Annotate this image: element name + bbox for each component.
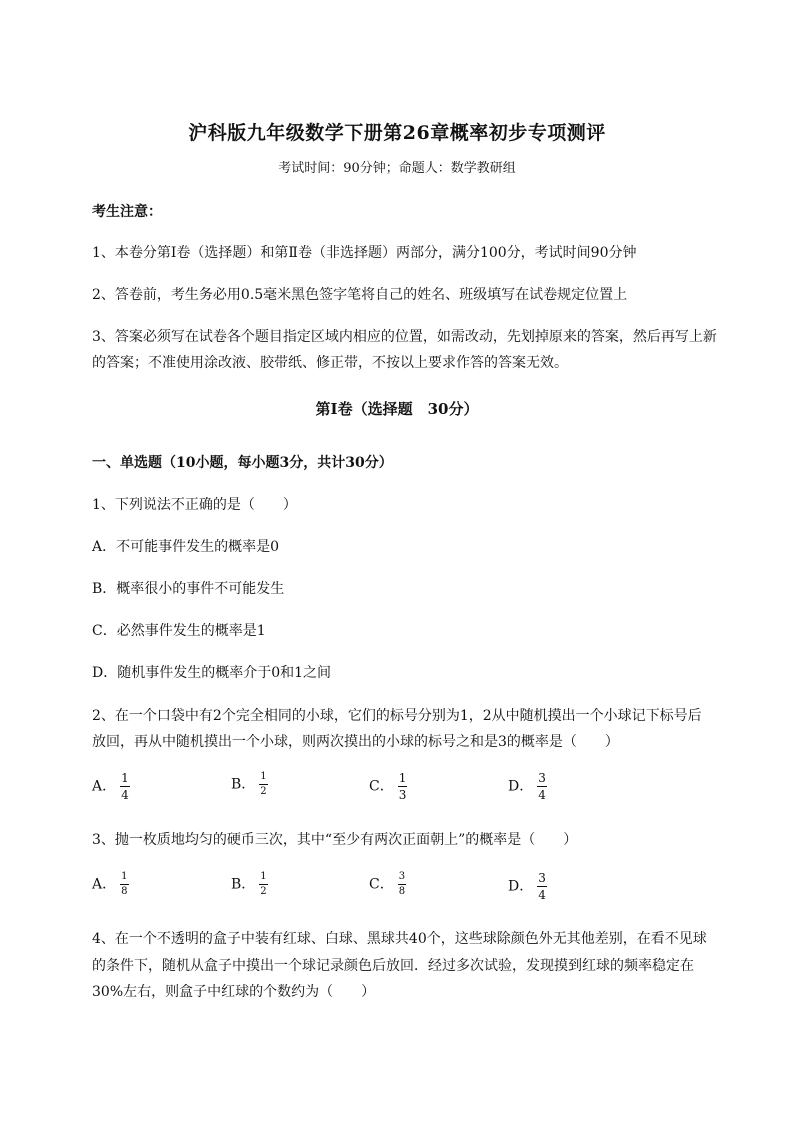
fraction-denominator: 2: [260, 886, 267, 897]
q2-option-c-label: C．: [369, 778, 394, 795]
fraction-denominator: 8: [121, 886, 128, 897]
section-title: 第I卷（选择题 30分）: [315, 400, 479, 418]
fraction-numerator: 3: [398, 871, 406, 882]
q4-stem-line1: 4、在一个不透明的盒子中装有红球、白球、黑球共40个，这些球除颜色外无其他差别，在看不见球: [92, 931, 707, 947]
q3-stem: 3、抛一枚质地均匀的硬币三次，其中“至少有两次正面朝上”的概率是（ ）: [92, 832, 578, 848]
fraction-numerator: 3: [538, 871, 546, 885]
notice-item-3-cont: 的答案；不准使用涂改液、胶带纸、修正带，不按以上要求作答的答案无效。: [92, 355, 568, 371]
q4-stem-line2: 的条件下，随机从盒子中摸出一个球记录颜色后放回．经过多次试验，发现摸到红球的频率稳定在: [92, 958, 694, 974]
q2-option-d-fraction: [537, 771, 547, 802]
q3-option-b-label: B．: [231, 876, 256, 893]
q2-option-d: [508, 771, 547, 802]
q3-option-c-fraction: [398, 871, 406, 898]
q3-option-c-label: C．: [369, 876, 394, 893]
notice-heading: 考生注意：: [92, 204, 162, 220]
fraction-bar: [120, 884, 128, 885]
q3-option-c: [369, 871, 406, 898]
part-heading: 一、单选题（10小题，每小题3分，共计30分）: [92, 455, 393, 471]
q2-option-a-label: A．: [92, 778, 117, 795]
q3-option-b: [231, 871, 268, 898]
fraction-denominator: 8: [398, 886, 406, 897]
fraction-denominator: 4: [538, 788, 546, 802]
q1-stem: 1、下列说法不正确的是（ ）: [92, 497, 297, 513]
fraction-bar: [537, 786, 547, 787]
q1-option-b: B．概率很小的事件不可能发生: [92, 581, 285, 597]
notice-item-1: 1、本卷分第I卷（选择题）和第Ⅱ卷（非选择题）两部分，满分100分，考试时间90分钟: [92, 245, 637, 261]
q2-option-d-label: D．: [508, 778, 534, 795]
q2-stem-line1: 2、在一个口袋中有2个完全相同的小球，它们的标号分别为1，2从中随机摸出一个小球记下标号后: [92, 708, 702, 724]
fraction-bar: [398, 884, 406, 885]
fraction-denominator: 2: [260, 786, 267, 797]
fraction-denominator: 3: [398, 788, 407, 802]
q2-option-a: [92, 771, 130, 802]
fraction-numerator: 1: [121, 871, 128, 882]
q3-option-d: [508, 871, 547, 902]
notice-item-3: 3、答案必须写在试卷各个题目指定区域内相应的位置，如需改动，先划掉原来的答案，然后再写上新: [92, 329, 717, 345]
fraction-bar: [259, 884, 267, 885]
page-title: 沪科版九年级数学下册第26章概率初步专项测评: [188, 122, 606, 144]
q2-option-b: [231, 771, 268, 798]
fraction-numerator: 1: [121, 771, 129, 785]
fraction-numerator: 3: [538, 771, 546, 785]
q2-option-c-fraction: [398, 771, 408, 802]
exam-subtitle: 考试时间：90分钟；命题人：数学教研组: [278, 161, 516, 176]
fraction-numerator: 1: [260, 771, 267, 782]
q2-option-b-label: B．: [231, 776, 256, 793]
q1-option-d: D．随机事件发生的概率介于0和1之间: [92, 665, 332, 681]
q2-option-c: [369, 771, 407, 802]
fraction-denominator: 4: [121, 788, 129, 802]
q1-option-a: A．不可能事件发生的概率是0: [92, 539, 280, 555]
q1-option-c: C．必然事件发生的概率是1: [92, 623, 266, 639]
q3-option-a-label: A．: [92, 876, 117, 893]
q4-stem-line3: 30%左右，则盒子中红球的个数约为（ ）: [92, 984, 376, 1000]
q2-option-a-fraction: [120, 771, 130, 802]
fraction-bar: [120, 786, 130, 787]
notice-item-2: 2、答卷前，考生务必用0.5毫米黑色签字笔将自己的姓名、班级填写在试卷规定位置上: [92, 287, 628, 303]
q2-stem-line2: 放回，再从中随机摸出一个小球，则两次摸出的小球的标号之和是3的概率是（ ）: [92, 734, 619, 750]
q3-option-b-fraction: [259, 871, 267, 898]
fraction-bar: [259, 784, 267, 785]
q3-option-d-label: D．: [508, 878, 534, 895]
fraction-numerator: 1: [398, 771, 407, 785]
fraction-bar: [537, 886, 547, 887]
q3-option-a-fraction: [120, 871, 128, 898]
q2-option-b-fraction: [259, 771, 267, 798]
fraction-denominator: 4: [538, 888, 546, 902]
q3-option-d-fraction: [537, 871, 547, 902]
fraction-bar: [398, 786, 408, 787]
fraction-numerator: 1: [260, 871, 267, 882]
q3-option-a: [92, 871, 129, 898]
